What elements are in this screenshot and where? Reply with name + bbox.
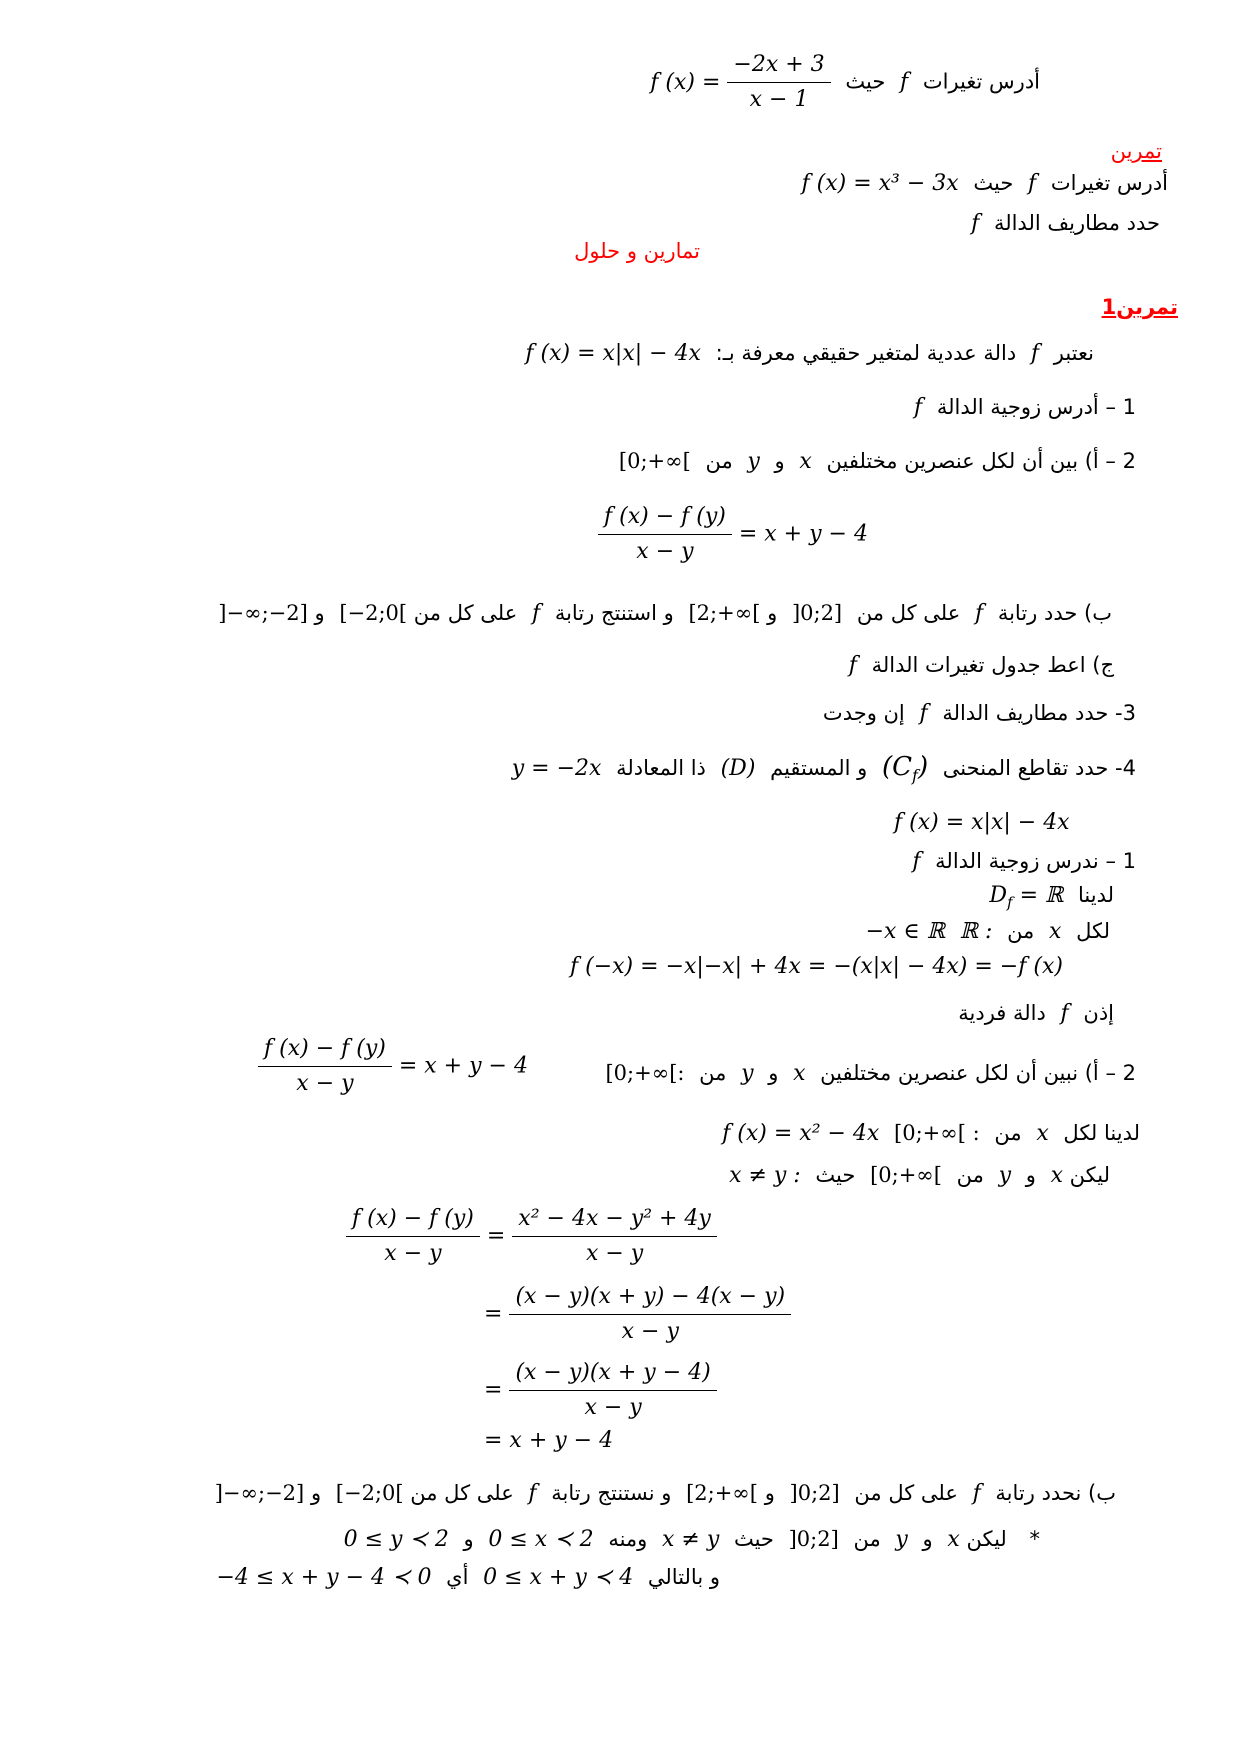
ex1-q2a-text: 2 – أ) بين أن لكل عنصرين مختلفين	[826, 449, 1136, 473]
sol-s2a-x: x	[793, 1061, 806, 1086]
sol-s1-fname2: f	[1060, 1001, 1069, 1026]
ex1-q2b-fname2: f	[531, 601, 541, 626]
ex1-q2b-i2: [2;+∞[	[688, 601, 761, 625]
sol-s1-fname: f	[912, 849, 921, 874]
sol-s2b-fname2: f	[528, 1481, 537, 1506]
sol-s2b-on: على كل من	[854, 1481, 958, 1505]
ex1-q4-cf	[881, 752, 929, 786]
top-text: أدرس تغيرات	[922, 69, 1040, 94]
ex1-q2a-from: من	[705, 449, 733, 473]
sol-s2a-formula	[258, 1032, 528, 1101]
top-formula	[650, 52, 830, 112]
ex1-q1	[914, 392, 1136, 423]
sol-s2b-let-text: ليكن	[966, 1527, 1007, 1551]
sol-s2a-hformula: f (x) = x² − 4x	[722, 1121, 880, 1146]
ex-a-fname: f	[1028, 171, 1037, 196]
sol-s2b-ie: أي	[446, 1565, 469, 1589]
sol-s2a-lx: x	[1050, 1163, 1063, 1188]
sol-s2a-lcond: x ≠ y :	[729, 1163, 801, 1188]
ex1-q4-d: (D)	[720, 756, 756, 781]
sol-s2b-and2: و	[310, 1481, 322, 1505]
sol-s2b-land: و	[922, 1527, 933, 1551]
ex1-q2a	[619, 446, 1136, 477]
ex1-q3-rest: إن وجدت	[822, 701, 905, 725]
ex1-q4-eq-text: ذا المعادلة	[616, 756, 706, 780]
sol-s2b-c3: 0 ≤ x + y ≺ 4	[483, 1565, 634, 1590]
top-fraction	[727, 48, 830, 117]
ex1-q2a-interval: [0;+∞[	[618, 449, 691, 473]
sol-s1-odd: دالة فردية	[958, 1001, 1046, 1025]
sol-s2b-thus-text: و بالتالي	[647, 1565, 720, 1589]
sol-s2a-lwhere: حيث	[815, 1163, 856, 1187]
ex1-q2b-i4: ]−∞;−2]	[218, 601, 308, 625]
sol-s2a-let	[729, 1160, 1110, 1191]
sol-s2b-lint: ]0;2]	[788, 1527, 839, 1551]
calc2-num: (x − y)(x + y) − 4(x − y)	[509, 1280, 791, 1315]
ex1-q3-fname: f	[919, 701, 928, 726]
ex-a-line2-fname: f	[971, 211, 980, 236]
calc2-fraction	[509, 1280, 791, 1349]
ex1-q1-text: 1 – أدرس زوجية الدالة	[936, 395, 1136, 419]
ex1-q1-fname: f	[914, 395, 923, 420]
ex1-q3-text: 3- حدد مطاريف الدالة	[942, 701, 1136, 725]
sol-s2a-let-text: ليكن	[1069, 1163, 1110, 1187]
ex1-q2b-i1: ]0;2]	[791, 601, 843, 625]
ex1-q4-cf-open: (C	[881, 752, 913, 782]
sol-s2a-hx: x	[1036, 1121, 1049, 1146]
calc3-fraction	[509, 1356, 716, 1425]
sol-s1-text: 1 – ندرس زوجية الدالة	[935, 849, 1136, 873]
calc1-rden: x − y	[585, 1241, 644, 1266]
ex-a-text: أدرس تغيرات	[1050, 171, 1168, 195]
ex1-q2b-and2: و	[314, 601, 325, 625]
sol-s1-from: من	[1007, 919, 1035, 943]
sol-s2b-deduce: و نستنتج رتابة	[551, 1481, 672, 1505]
calc3-eq: =	[484, 1377, 503, 1403]
sol-s2a-from: من	[699, 1061, 727, 1085]
sol-s1-have: لدينا	[1077, 883, 1114, 907]
sol-s2b-let	[344, 1524, 1040, 1555]
ex-a-line2	[971, 208, 1160, 239]
top-num: −2x + 3	[727, 48, 830, 83]
top-lhs: f (x) =	[650, 69, 721, 95]
sol-s2a-have	[722, 1118, 1140, 1149]
sol-s2a-hint: [0;+∞[ :	[894, 1121, 980, 1145]
sol-s1-forall	[866, 916, 1110, 947]
ex1-q2a-den: x − y	[636, 539, 694, 564]
ex1-q2a-rhs: = x + y − 4	[738, 521, 868, 547]
ex1-q4-cf-sub: f	[912, 766, 918, 786]
top-line	[650, 48, 1040, 117]
ex1-q2a-formula	[598, 500, 868, 569]
ex-a-line1	[802, 168, 1169, 199]
calc2-den: x − y	[621, 1319, 679, 1344]
sol-s1-d: D	[989, 883, 1008, 908]
calc1-rnum: x² − 4x − y² + 4y	[512, 1202, 717, 1237]
sol-s1-calc: f (−x) = −x|−x| + 4x = −(x|x| − 4x) = −f (x)	[570, 954, 1063, 979]
ex1-q2a-fraction	[598, 500, 732, 569]
ex1-title: تمرين1	[1101, 295, 1178, 319]
sol-s2b-thus	[217, 1562, 721, 1593]
ex1-q2b-i3: [−2;0[	[339, 601, 408, 625]
ex1-q4-cf-close: )	[917, 752, 929, 782]
section-title: تمارين و حلول	[574, 239, 700, 263]
sol-s2a-ly: y	[998, 1163, 1012, 1188]
sol-s2a-den: x − y	[296, 1071, 354, 1096]
sol-s2a-text: 2 – أ) نبين أن لكل عنصرين مختلفين	[820, 1061, 1136, 1085]
sol-s2a	[605, 1058, 1136, 1089]
sol-s2a-interval: [0;+∞[:	[605, 1061, 685, 1085]
ex1-q2c-text: ج) اعط جدول تغيرات الدالة	[871, 653, 1114, 677]
ex1-q2b	[218, 598, 1112, 629]
sol-s2b-lfrom: من	[853, 1527, 881, 1551]
calc-line-3	[484, 1356, 717, 1425]
ex1-q2b-on2: على كل من	[413, 601, 518, 625]
ex1-q2b-deduce: و استنتج رتابة	[554, 601, 674, 625]
ex1-q4-eq: y = −2x	[511, 756, 602, 781]
sol-s2a-hfrom: من	[994, 1121, 1022, 1145]
ex1-q2b-and1: و	[767, 601, 778, 625]
ex1-q4	[512, 752, 1136, 791]
ex1-intro-text: نعتبر	[1053, 341, 1094, 365]
ex1-intro	[525, 338, 1094, 369]
ex1-q3	[823, 698, 1136, 729]
sol-s2b-on2: على كل من	[410, 1481, 514, 1505]
sol-s2b-i1: ]0;2]	[789, 1481, 840, 1505]
calc-line-2	[484, 1280, 791, 1349]
ex1-intro-formula: f (x) = x|x| − 4x	[525, 341, 701, 366]
ex-a-title: تمرين	[1110, 139, 1162, 163]
ex1-q2c	[849, 650, 1114, 681]
sol-s2b-lwhere: حيث	[733, 1527, 774, 1551]
sol-s2a-land: و	[1025, 1163, 1036, 1187]
sol-s2a-y: y	[741, 1061, 754, 1086]
sol-s2b-c2: 0 ≤ y ≺ 2	[343, 1527, 449, 1552]
sol-s2b-i4: ]−∞;−2]	[214, 1481, 305, 1505]
sol-s2b	[215, 1478, 1116, 1509]
sol-s2b-lx: x	[947, 1527, 960, 1552]
ex1-intro-rest: دالة عددية لمتغير حقيقي معرفة بـ:	[715, 341, 1017, 365]
calc1-rhs-fraction	[512, 1202, 717, 1271]
sol-s2b-and1: و	[764, 1481, 775, 1505]
ex1-q2a-y: y	[747, 449, 760, 474]
calc1-lhs-fraction	[346, 1202, 480, 1271]
ex-a-where: حيث	[973, 171, 1014, 195]
calc3-den: x − y	[584, 1395, 642, 1420]
sol-s1-domain	[989, 880, 1114, 917]
calc1-num: f (x) − f (y)	[346, 1202, 480, 1237]
ex1-q2a-num: f (x) − f (y)	[598, 500, 732, 535]
sol-s1-forall-text: لكل	[1076, 919, 1110, 943]
sol-s2b-i3: [−2;0[	[335, 1481, 404, 1505]
calc3-num: (x − y)(x + y − 4)	[509, 1356, 716, 1391]
top-fname: f	[900, 69, 909, 95]
sol-s2b-hence: ومنه	[608, 1527, 648, 1551]
sol-s1	[912, 846, 1136, 877]
sol-s2a-num: f (x) − f (y)	[258, 1032, 392, 1067]
ex1-q2b-on: على كل من	[856, 601, 961, 625]
sol-s1-conclusion	[958, 998, 1114, 1029]
sol-s2b-and3: و	[463, 1527, 474, 1551]
sol-s2a-and: و	[768, 1061, 779, 1085]
ex1-intro-fname: f	[1030, 341, 1040, 366]
ex1-q2c-fname: f	[848, 653, 857, 678]
calc-line-4: = x + y − 4	[484, 1428, 614, 1453]
sol-s2b-c4: −4 ≤ x + y − 4 ≺ 0	[216, 1565, 432, 1590]
ex1-q2b-fname: f	[974, 601, 984, 626]
sol-s2b-i2: [2;+∞[	[686, 1481, 758, 1505]
ex-a-line2-text: حدد مطاريف الدالة	[993, 211, 1160, 235]
sol-s1-domain-expr	[989, 883, 1064, 912]
sol-s2a-lfrom: من	[956, 1163, 984, 1187]
ex1-q2b-text: ب) حدد رتابة	[997, 601, 1112, 625]
ex1-q4-mid: و المستقيم	[770, 756, 868, 780]
sol-s2b-lcond: x ≠ y	[662, 1527, 720, 1552]
calc-line-1	[346, 1202, 717, 1271]
sol-s1-x: x	[1048, 919, 1062, 944]
sol-s1-R: ℝ :	[959, 919, 993, 944]
sol-s1-d-sub: f	[1007, 893, 1013, 912]
sol-s2b-fname: f	[972, 1481, 981, 1506]
sol-s2b-star: *	[1029, 1527, 1040, 1551]
calc1-den: x − y	[384, 1241, 442, 1266]
sol-s2a-rhs: = x + y − 4	[398, 1053, 528, 1079]
sol-s2a-have-text: لدينا لكل	[1063, 1121, 1140, 1145]
calc2-eq: =	[484, 1301, 503, 1327]
ex1-q2a-x: x	[799, 449, 812, 474]
sol-s2a-lint: [0;+∞[	[870, 1163, 942, 1187]
ex1-q2a-and: و	[774, 449, 785, 473]
sol-s1-d-rhs: = ℝ	[1019, 883, 1064, 908]
top-den: x − 1	[749, 87, 809, 112]
calc1-eq: =	[486, 1223, 506, 1249]
sol-s2b-text: ب) نحدد رتابة	[995, 1481, 1116, 1505]
ex-a-formula: f (x) = x³ − 3x	[801, 171, 959, 196]
sol-s1-negx: −x ∈ ℝ	[865, 919, 945, 944]
sol-s2a-fraction	[258, 1032, 392, 1101]
sol-s1-then: إذن	[1083, 1001, 1114, 1025]
ex1-q4-text: 4- حدد تقاطع المنحنى	[942, 756, 1136, 780]
sol-s2b-ly: y	[895, 1527, 908, 1552]
top-where: حيث	[845, 69, 886, 94]
sol-s2b-c1: 0 ≤ x ≺ 2	[488, 1527, 594, 1552]
sol-f-def: f (x) = x|x| − 4x	[894, 810, 1070, 835]
